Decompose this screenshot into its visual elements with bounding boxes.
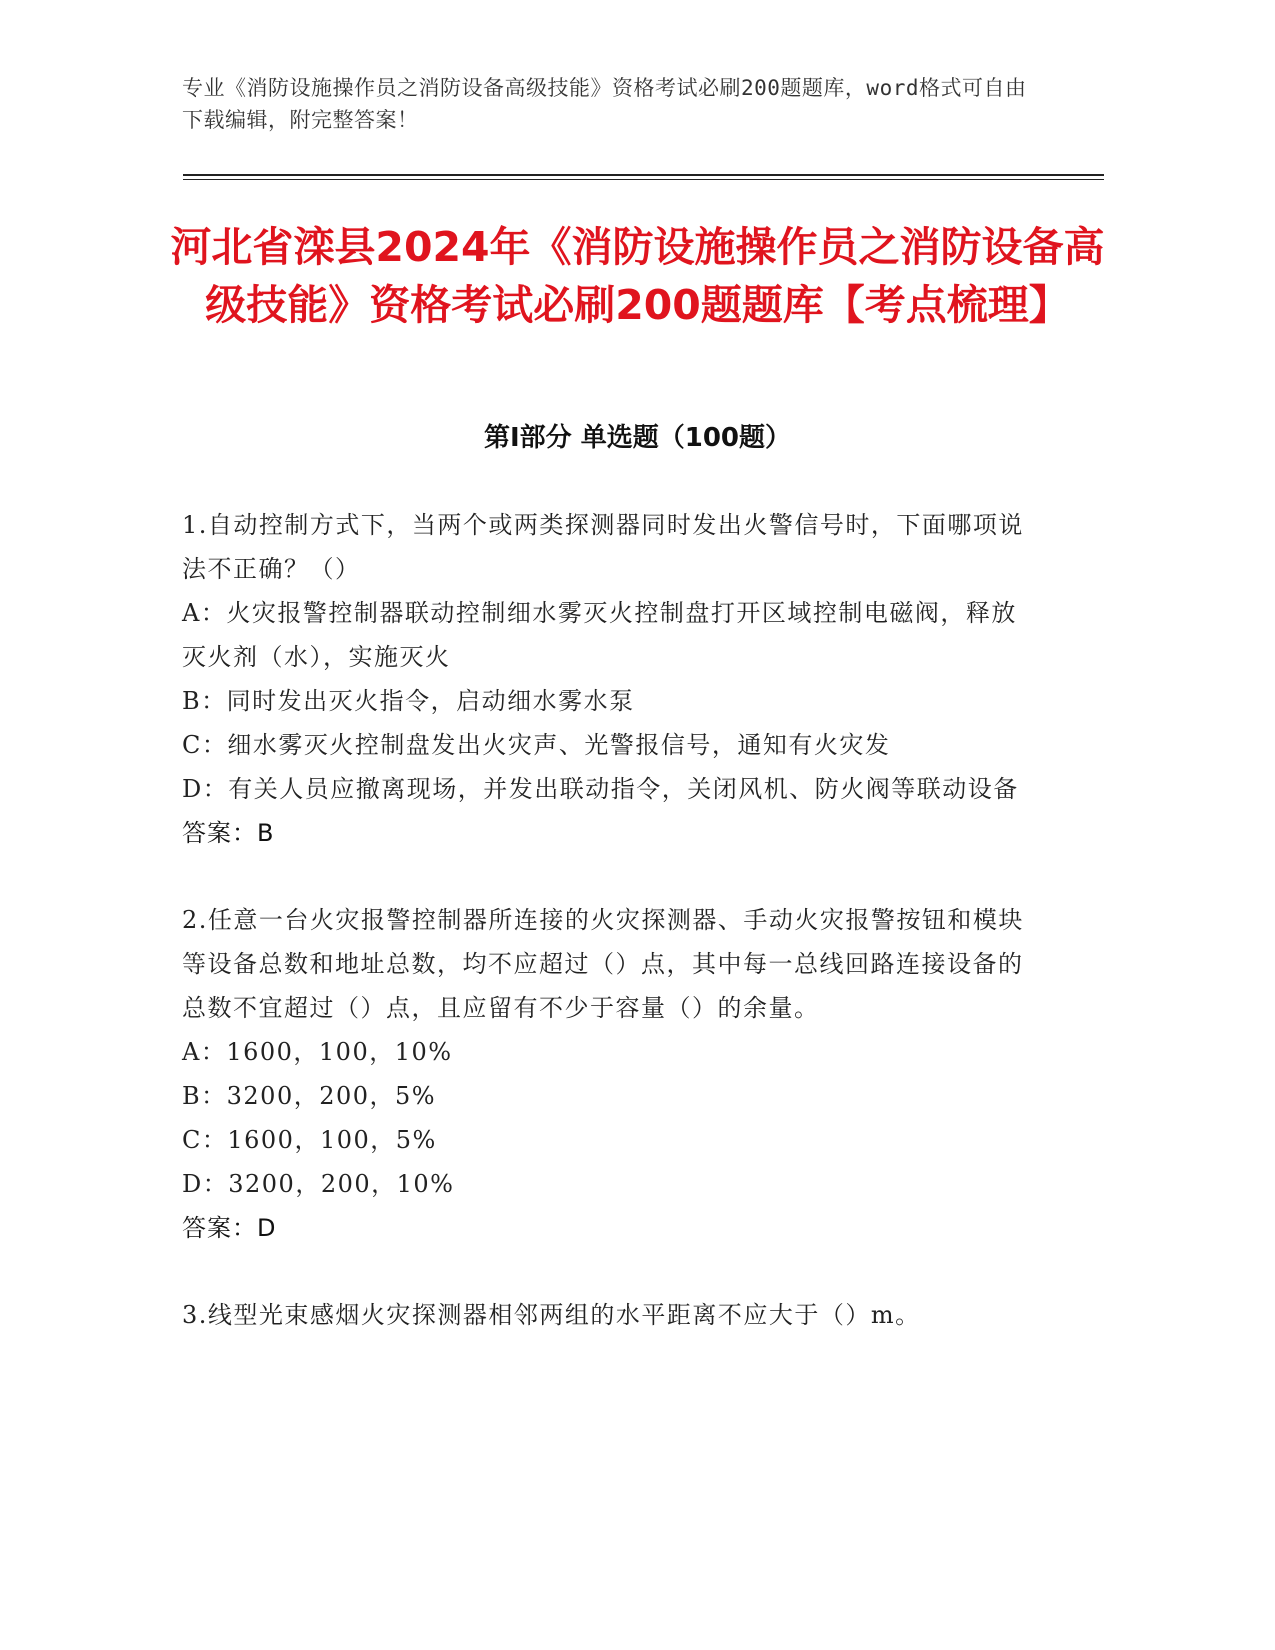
header-divider-thick — [183, 174, 1104, 176]
question-list — [182, 503, 1042, 1337]
answer-line: 答案：B — [182, 819, 275, 847]
question-spacer — [182, 1250, 1042, 1293]
option-c: C：细水雾灭火控制盘发出火灾声、光警报信号，通知有火灾发 — [182, 731, 891, 759]
option-a: A：1600，100，10% — [182, 1038, 453, 1066]
question-stem: 1.自动控制方式下，当两个或两类探测器同时发出火警信号时，下面哪项说法不正确？（） — [182, 511, 1024, 583]
answer-line: 答案：D — [182, 1214, 277, 1242]
section-heading: 第I部分 单选题（100题） — [484, 423, 791, 453]
option-d: D：3200，200，10% — [182, 1170, 455, 1198]
option-a: A：火灾报警控制器联动控制细水雾灭火控制盘打开区域控制电磁阀，释放灭火剂（水），实施灭火 — [182, 599, 1017, 671]
question-1 — [182, 503, 1042, 855]
question-spacer — [182, 855, 1042, 898]
option-d: D：有关人员应撤离现场，并发出联动指令，关闭风机、防火阀等联动设备 — [182, 775, 1019, 803]
option-c: C：1600，100，5% — [182, 1126, 437, 1154]
question-stem: 2.任意一台火灾报警控制器所连接的火灾探测器、手动火灾报警按钮和模块等设备总数和地址总数，均不应超过（）点，其中每一总线回路连接设备的总数不宜超过（）点，且应留有不少于容量（）的余量。 — [182, 906, 1024, 1022]
question-3 — [182, 1293, 1042, 1337]
header-note: 专业《消防设施操作员之消防设备高级技能》资格考试必刷200题题库，word格式可自由下载编辑，附完整答案！ — [182, 76, 1027, 132]
header-divider-thin — [183, 179, 1104, 180]
question-stem: 3.线型光束感烟火灾探测器相邻两组的水平距离不应大于（）m。 — [182, 1301, 921, 1329]
document-title: 河北省滦县2024年《消防设施操作员之消防设备高级技能》资格考试必刷200题题库【考点梳理】 — [170, 223, 1105, 329]
option-b: B：同时发出灭火指令，启动细水雾水泵 — [182, 687, 635, 715]
option-b: B：3200，200，5% — [182, 1082, 437, 1110]
question-2 — [182, 898, 1042, 1250]
